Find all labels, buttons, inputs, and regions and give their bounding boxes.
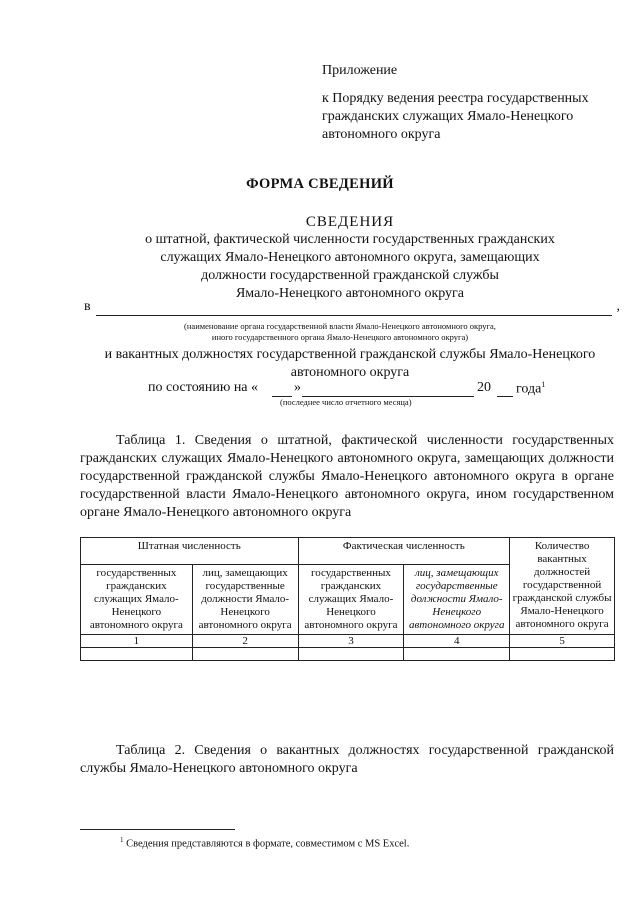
- footnote-separator: [80, 829, 235, 830]
- organ-field-note: [120, 321, 560, 343]
- data-cell[interactable]: [510, 648, 615, 661]
- vacant-line: автономного округа: [290, 365, 410, 380]
- year-field[interactable]: [497, 396, 513, 397]
- data-cell[interactable]: [298, 648, 404, 661]
- heading-title: СВЕДЕНИЯ: [305, 214, 395, 230]
- data-cell[interactable]: [404, 648, 510, 661]
- appendix-line: автономного округа: [322, 127, 441, 142]
- subheader-staff-civil-servants: государственных гражданских служащих Ямало-Ненецкого автономного округа: [81, 565, 193, 635]
- footnote-text: Сведения представляются в формате, совместимом с MS Excel.: [123, 838, 410, 850]
- year-label: [516, 380, 545, 398]
- footnote-mark: 1: [120, 836, 124, 844]
- column-number: 5: [510, 635, 615, 648]
- organ-suffix: ,: [616, 299, 620, 314]
- appendix-line: гражданских служащих Ямало-Ненецкого: [322, 109, 574, 124]
- subheader-actual-state-positions: лиц, замещающих государственные должности Ямало-Ненецкого автономного округа: [404, 565, 510, 635]
- appendix-title: Приложение: [322, 63, 398, 78]
- close-quote: »: [294, 380, 301, 395]
- appendix-line: к Порядку ведения реестра государственных: [322, 91, 589, 106]
- organ-underline: [96, 315, 612, 316]
- appendix-block: [322, 62, 622, 144]
- vacant-positions-text: [80, 346, 620, 382]
- subheader-actual-civil-servants: государственных гражданских служащих Ямало-Ненецкого автономного округа: [298, 565, 404, 635]
- data-cell[interactable]: [81, 648, 193, 661]
- heading-line: должности государственной гражданской службы: [201, 268, 499, 283]
- vacant-line: и вакантных должностях государственной гражданской службы Ямало-Ненецкого: [104, 347, 596, 362]
- column-number: 2: [192, 635, 298, 648]
- table-1: [80, 537, 615, 661]
- as-of-note: (последнее число отчетного месяца): [280, 397, 412, 407]
- note-line: (наименование органа государственной власти Ямало-Ненецкого автономного округа,: [184, 321, 496, 331]
- column-number: 1: [81, 635, 193, 648]
- heading-line: Ямало-Ненецкого автономного округа: [235, 286, 465, 301]
- footnote-ref[interactable]: 1: [541, 380, 546, 389]
- table2-caption: [80, 742, 614, 778]
- header-vacant-count: Количество вакантных должностей государственной гражданской службы Ямало-Ненецкого автономного округа: [510, 538, 615, 635]
- table1-caption-text: Таблица 1. Сведения о штатной, фактической численности государственных гражданских служащих Ямало-Ненецкого автономного округа, замещающих должности государственной гражданской службы Ямало-Ненецкого автономного округа в органе государственной власти Ямало-Ненецкого автономного округа, ином государственном органе Ямало-Ненецкого автономного округа: [80, 433, 614, 520]
- table1-caption: [80, 432, 614, 522]
- year-word: года: [516, 381, 542, 397]
- year-prefix: 20: [477, 380, 491, 395]
- document-heading: [80, 213, 620, 303]
- subheader-staff-state-positions: лиц, замещающих государственные должности Ямало-Ненецкого автономного округа: [192, 565, 298, 635]
- header-staff-count: Штатная численность: [81, 538, 299, 565]
- header-actual-count: Фактическая численность: [298, 538, 510, 565]
- organ-prefix: в: [84, 299, 91, 314]
- organ-name-field[interactable]: [84, 299, 624, 317]
- table2-caption-text: Таблица 2. Сведения о вакантных должностях государственной гражданской службы Ямало-Ненецкого автономного округа: [80, 743, 614, 776]
- note-line: иного государственного органа Ямало-Ненецкого автономного округа): [211, 332, 469, 342]
- heading-line: служащих Ямало-Ненецкого автономного округа, замещающих: [160, 250, 540, 265]
- heading-line: о штатной, фактической численности государственных гражданских: [145, 232, 555, 247]
- data-cell[interactable]: [192, 648, 298, 661]
- column-number: 4: [404, 635, 510, 648]
- as-of-label: по состоянию на «: [148, 380, 259, 395]
- form-title: ФОРМА СВЕДЕНИЙ: [246, 176, 394, 192]
- column-number: 3: [298, 635, 404, 648]
- footnote: [120, 836, 409, 850]
